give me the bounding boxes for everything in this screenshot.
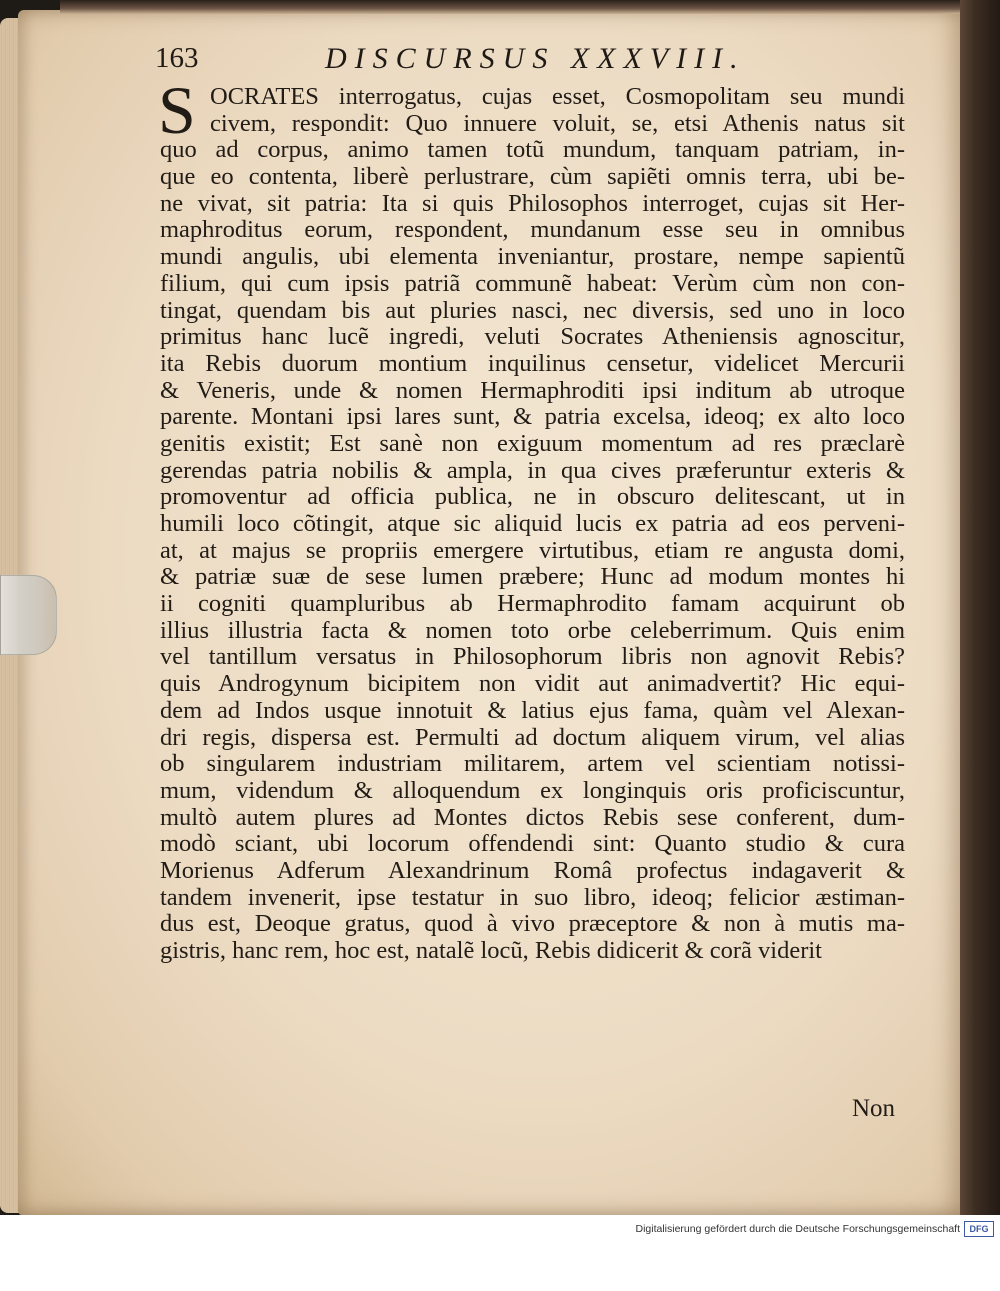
text-line: humili loco cõtingit, atque sic aliquid lucis ex patria ad eos perveni- [160, 510, 905, 537]
text-line: que eo contenta, liberè perlustrare, cùm sapiẽti omnis terra, ubi be- [160, 163, 905, 191]
text-line: multò autem plures ad Montes dictos Rebis sese conferent, dum- [160, 803, 905, 831]
text-line: ob singularem industriam militarem, artem vel scientiam notissi- [160, 750, 905, 778]
text-line: mundi angulis, ubi elementa inveniantur, prostare, nempe sapientũ [160, 243, 905, 271]
text-line: at, at majus se propriis emergere virtutibus, etiam re angusta domi, [160, 536, 905, 564]
text-line: dri regis, dispersa est. Permulti ad doctum aliquem virum, vel alias [160, 723, 905, 751]
text-line: tingat, quendam bis aut pluries nasci, nec diversis, sed uno in loco [160, 296, 905, 324]
text-line: dem ad Indos usque innotuit & latius ejus fama, quàm vel Alexan- [160, 696, 905, 724]
text-line: OCRATES interrogatus, cujas esset, Cosmopolitam seu mundi [210, 83, 905, 110]
text-line: genitis existit; Est sanè non exiguum momentum ad res præclarè [160, 429, 905, 457]
text-line: vel tantillum versatus in Philosophorum libris non agnovit Rebis? [160, 643, 905, 671]
text-line: ii cogniti quampluribus ab Hermaphrodito famam acquirunt ob [160, 590, 905, 618]
text-line: quis Androgynum bicipitem non vidit aut animadvertit? Hic equi- [160, 670, 905, 698]
text-line: tandem invenerit, ipse testatur in suo libro, ideoq; felicior æstiman- [160, 883, 905, 911]
text-line: dus est, Deoque gratus, quod à vivo præceptore & non à mutis ma- [160, 910, 905, 938]
text-line: gistris, hanc rem, hoc est, natalẽ locũ, Rebis didicerit & corã viderit [160, 937, 822, 964]
running-title: DISCURSUS XXXVIII. [325, 42, 746, 75]
text-line: ita Rebis duorum montium inquilinus censetur, videlicet Mercurii [160, 349, 905, 377]
text-line: primitus hanc lucẽ ingredi, veluti Socrates Atheniensis agnoscitur, [160, 323, 905, 351]
top-page-edge [60, 0, 960, 14]
text-line: Morienus Adferum Alexandrinum Româ profectus indagaverit & [160, 856, 905, 884]
text-line: parente. Montani ipsi lares sunt, & patria excelsa, ideoq; ex alto loco [160, 403, 905, 431]
text-line: gerendas patria nobilis & ampla, in qua cives præferuntur exteris & [160, 456, 905, 484]
catchword: Non [851, 1095, 895, 1122]
body-text [160, 84, 905, 965]
text-line: illius illustria facta & nomen toto orbe celeberrimum. Quis enim [160, 616, 905, 644]
text-line: mum, videndum & alloquendum ex longinquis oris proficiscuntur, [160, 776, 905, 804]
text-line: civem, respondit: Quo innuere voluit, se, etsi Athenis natus sit [210, 109, 905, 137]
page-clip [0, 575, 57, 655]
text-line: ne vivat, sit patria: Ita si quis Philosophos interroget, cujas sit Her- [160, 189, 905, 217]
drop-capital: S [158, 72, 196, 148]
text-line: & Veneris, unde & nomen Hermaphroditi ipsi inditum ab utroque [160, 376, 905, 404]
text-line: modò sciant, ubi locorum offendendi sint: Quanto studio & cura [160, 830, 905, 858]
footer-strip [0, 1215, 1000, 1291]
text-line: & patriæ suæ de sese lumen præbere; Hunc ad modum montes hi [160, 563, 905, 591]
dfg-logo-icon: DFG [964, 1221, 994, 1237]
page-header [155, 42, 775, 86]
text-line: maphroditus eorum, respondent, mundanum esse seu in omnibus [160, 216, 905, 244]
text-line: filium, qui cum ipsis patriã communẽ habeat: Verùm cùm non con- [160, 269, 905, 297]
page-number: 163 [155, 42, 199, 74]
funding-note: Digitalisierung gefördert durch die Deutsche Forschungsgemeinschaft [635, 1223, 960, 1235]
text-line: quo ad corpus, animo tamen totũ mundum, tanquam patriam, in- [160, 136, 905, 164]
text-line: promoventur ad officia publica, ne in obscuro delitescant, ut in [160, 483, 905, 511]
book-binding [960, 0, 1000, 1215]
